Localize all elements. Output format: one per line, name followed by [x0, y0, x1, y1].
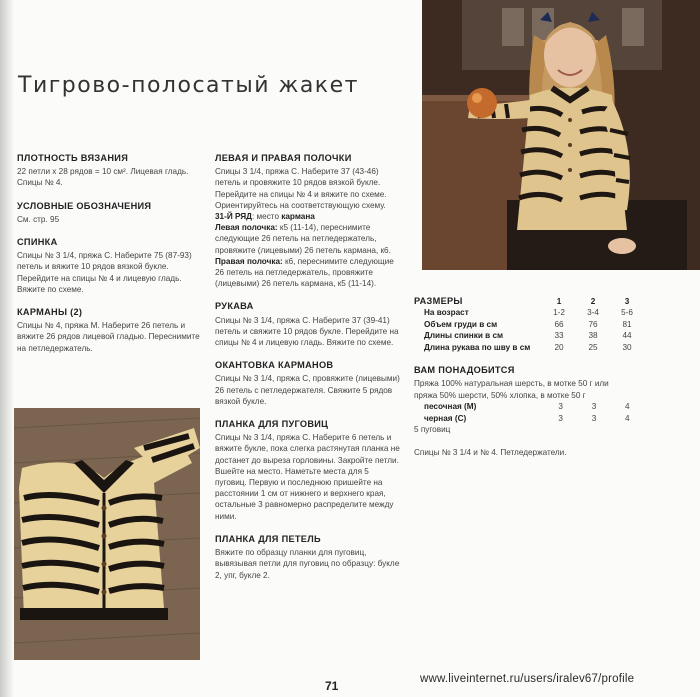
right-front-text: [215, 256, 401, 290]
yarn-label: черная (С): [424, 413, 467, 423]
left-front-desc: к5 (11-14), переснимите следующие 26 петель на петледержатель, провяжите (лицевыми) 26 петель кармана, к6.: [215, 223, 391, 255]
sizes-block: [414, 296, 644, 459]
column-middle: [215, 153, 401, 581]
yarn-value: 3: [558, 402, 563, 412]
yarn-value: 3: [591, 402, 597, 412]
right-front-desc: к6, переснимите следующие 26 петель на петледержатель, провяжите (лицевыми) 26 петель кармана, к5 (11-14).: [215, 256, 394, 289]
row-value: 25: [588, 342, 598, 352]
table-row: [414, 342, 644, 353]
section-heading: ЛЕВАЯ И ПРАВАЯ ПОЛОЧКИ: [215, 153, 352, 163]
jacket-photo-illustration: [14, 408, 200, 660]
row-value: 38: [588, 331, 598, 341]
row-31-desc: : место: [251, 212, 282, 222]
row-value: 1-2: [553, 308, 565, 318]
yarn-value: 4: [625, 413, 630, 423]
row-value: 30: [622, 342, 632, 352]
jacket-photo: [14, 408, 200, 660]
page-number: 71: [325, 679, 339, 693]
girl-photo: [422, 0, 700, 270]
right-front-label: Правая полочка:: [215, 256, 283, 266]
row-value: 33: [554, 331, 564, 341]
sizes-table: [414, 296, 644, 353]
size-col: 2: [590, 297, 596, 306]
girl-photo-illustration: [422, 0, 700, 270]
sizes-heading: РАЗМЕРЫ: [414, 296, 463, 306]
table-row: [414, 330, 644, 341]
column-left: [17, 153, 202, 354]
row-31-label: 31-Й РЯД: [215, 212, 252, 222]
section-text: Спицы № 3 1/4, пряжа С. Наберите 37 (39-41) петель и свяжите 10 рядов букле. Перейдите на спицы № 4 и лицевую гладь. Вяжите по схеме.: [215, 315, 399, 348]
section-text: Спицы № 3 1/4, пряжа С. Наберите 75 (87-93) петель и вяжите 10 рядов вязкой буклe. Перейдите на спицы № 4 и лицевую гладь. Вяжите по схеме.: [17, 251, 192, 294]
section-heading: КАРМАНЫ (2): [17, 307, 83, 318]
row-label: На возраст: [424, 308, 469, 318]
materials-text: Пряжа 100% натуральная шерсть, в мотке 50 г или пряжа 50% шерсти, 50% хлопка, в мотке 50 г: [414, 379, 609, 400]
section-heading: СПИНКА: [17, 237, 58, 248]
yarn-value: 3: [591, 413, 597, 423]
size-col: 1: [556, 297, 562, 306]
table-row: [414, 319, 644, 330]
yarn-label: песочная (М): [424, 402, 477, 412]
table-row: [414, 413, 644, 424]
row-label: Объем груди в см: [424, 319, 498, 329]
section-heading: ПЛОТНОСТЬ ВЯЗАНИЯ: [17, 153, 129, 163]
watermark-url: www.liveinternet.ru/users/iralev67/profile: [420, 673, 635, 685]
row-value: 66: [554, 319, 564, 329]
materials-table: [414, 401, 644, 424]
section-text: Спицы № 3 1/4, пряжа С, провяжите (лицевыми) 26 петель с петледержателя. Свяжите 5 рядов вязкой букле.: [215, 374, 400, 406]
section-heading: УСЛОВНЫЕ ОБОЗНАЧЕНИЯ: [17, 200, 152, 211]
section-heading: ПЛАНКА ДЛЯ ПУГОВИЦ: [215, 419, 329, 430]
section-heading: РУКАВА: [215, 301, 254, 312]
section-text: Спицы № 3 1/4, пряжа С. Наберите 6 петель и вяжите букле, пока слегка растянутая планка не достанет до выреза горловины. Закройте петли. Вшейте на место. Наметьте места для 5 пуговиц. Первую и последнюю пришейте на расстоянии 1 см от нижнего и верхнего края, остальные 3 равномерно распределите между ними.: [215, 433, 400, 521]
row-label: Длина рукава по шву в см: [424, 342, 531, 352]
row-value: 5-6: [621, 308, 633, 318]
section-text: 22 петли x 28 рядов = 10 см². Лицевая гладь. Спицы № 4.: [17, 167, 189, 188]
table-row: [414, 401, 644, 412]
yarn-value: 3: [558, 413, 563, 423]
section-text: Вяжите по образцу планки для пуговиц, вывязывая петли для пуговиц по образцу: букле 2, упг, букле 2.: [215, 548, 400, 580]
yarn-value: 4: [625, 402, 630, 412]
book-spine-shadow: [0, 0, 14, 697]
section-text: См. стр. 95: [17, 214, 60, 224]
section-heading: ПЛАНКА ДЛЯ ПЕТЕЛЬ: [215, 533, 321, 544]
needles-text: Спицы № 3 1/4 и № 4. Петледержатели.: [414, 448, 567, 458]
buttons-text: 5 пуговиц: [414, 425, 451, 435]
materials-heading: ВАМ ПОНАДОБИТСЯ: [414, 365, 515, 376]
page-title: Тигрово-полосатый жакет: [18, 72, 359, 98]
row-value: 81: [622, 319, 632, 329]
section-text: Спицы № 4, пряжа М. Наберите 26 петель и вяжите 26 рядов лицевой гладью. Переснимите на петледержатель.: [17, 321, 200, 353]
row-value: 76: [588, 319, 598, 329]
left-front-text: [215, 222, 401, 256]
section-text: Спицы 3 1/4, пряжа С. Наберите 37 (43-46) петель и провяжите 10 рядов вязкой буклe. Перейдите на спицы № 4 и вяжите по схеме. Ориентируйтесь на соответствующую схему.: [215, 167, 387, 210]
row-value: 20: [554, 342, 564, 352]
row-31-emphasis: кармана: [281, 212, 315, 222]
row-label: Длины спинки в см: [424, 331, 504, 341]
row-value: 3-4: [587, 308, 599, 318]
table-row: [414, 307, 644, 318]
row-value: 44: [622, 331, 632, 341]
row-31-text: [215, 211, 401, 222]
section-heading: ОКАНТОВКА КАРМАНОВ: [215, 360, 334, 371]
size-col: 3: [624, 297, 630, 306]
left-front-label: Левая полочка:: [215, 223, 278, 233]
